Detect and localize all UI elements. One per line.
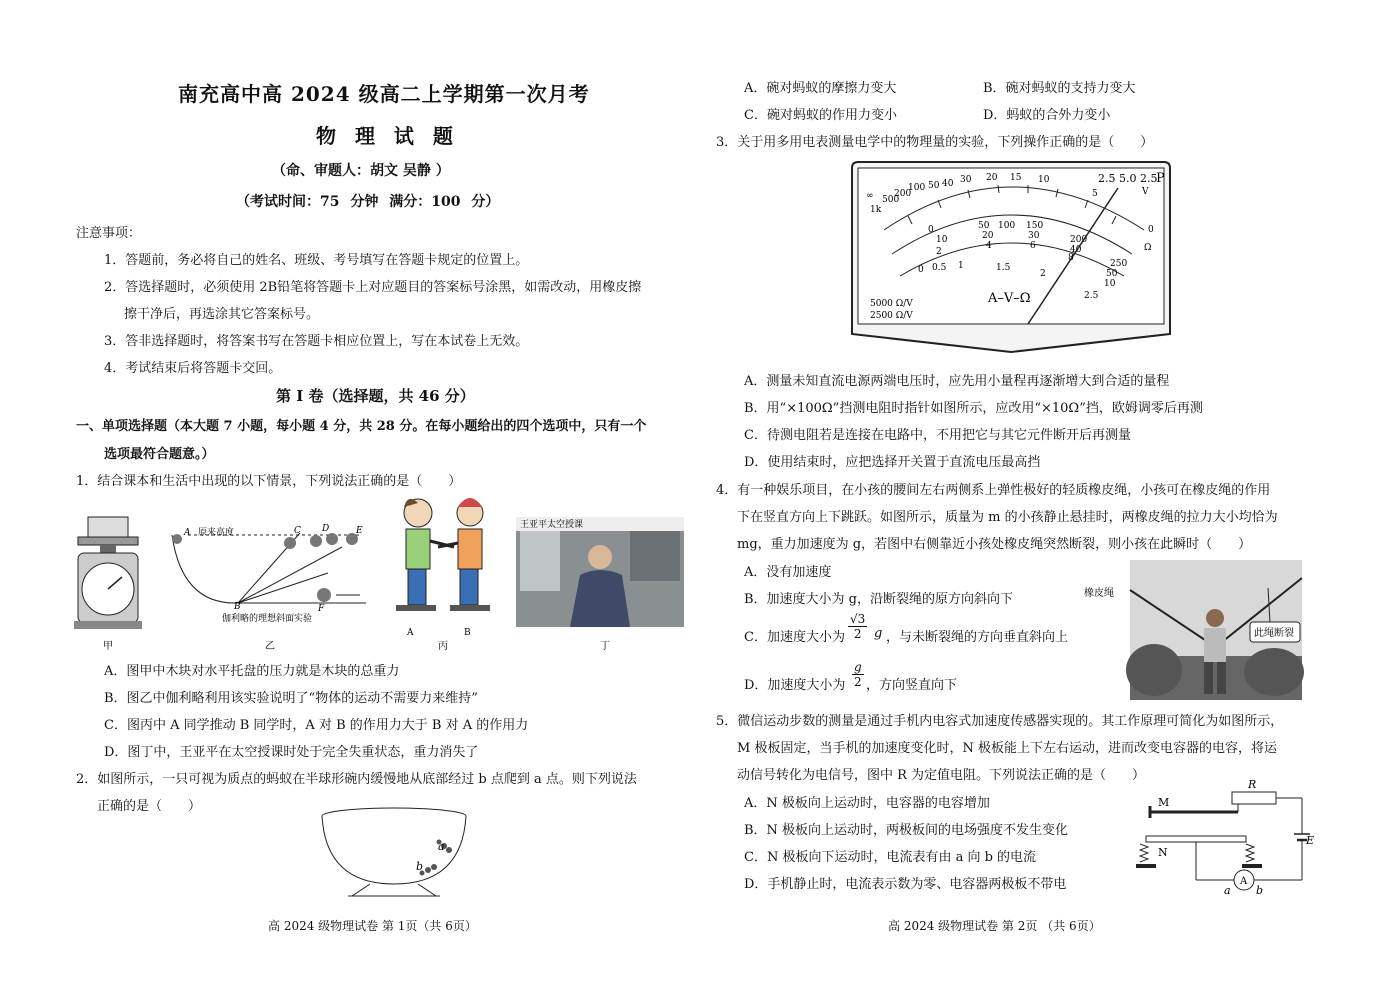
galileo-height: 原来高度 <box>198 528 235 538</box>
v10-30: 30 <box>1028 231 1040 241</box>
q2-option-b: B．碗对蚂蚁的支持力变大 <box>983 81 1136 96</box>
meter-center-label: A–V–Ω <box>988 291 1031 306</box>
note-item: 3．答非选择题时，将答案书写在答题卡相应位置上，写在本试卷上无效。 <box>104 334 529 349</box>
q2-option-d: D．蚂蚁的合外力变小 <box>983 108 1111 123</box>
q4-option-a: A．没有加速度 <box>744 565 832 580</box>
fig-label-jia: 甲 <box>103 641 113 652</box>
ohm-15: 15 <box>1010 173 1022 183</box>
ac-0: 0 <box>918 265 924 275</box>
label-break: 此绳断裂 <box>1254 628 1294 639</box>
dc-100: 100 <box>998 221 1016 231</box>
q5-stem-cont2: 动信号转化为电信号，图中 R 为定值电阻。下列说法正确的是（ ） <box>737 768 1146 783</box>
ac-0.5: 0.5 <box>932 263 947 273</box>
q4-stem-cont: 下在竖直方向上下跳跃。如图所示，质量为 m 的小孩静止悬挂时，两橡皮绳的拉力大小均恰为 <box>737 510 1278 525</box>
ohm-200: 200 <box>894 189 912 199</box>
note-item: 4．考试结束后将答题卡交回。 <box>104 361 282 376</box>
q3-option-c: C．待测电阻若是连接在电路中，不用把它与其它元件断开后再测量 <box>744 428 1131 443</box>
point-c: C <box>294 526 301 536</box>
q3-option-d: D．使用结束时，应把选择开关置于直流电压最高挡 <box>744 455 1041 470</box>
ohm-20: 20 <box>986 173 998 183</box>
space-photo <box>516 517 684 627</box>
ohm-unit: Ω <box>1144 243 1152 253</box>
section-heading: 一、单项选择题（本大题 7 小题，每小题 4 分，共 28 分。在每小题给出的四个选项中，只有一个 <box>76 419 647 434</box>
q4-option-b: B．加速度大小为 g，沿断裂绳的原方向斜向下 <box>744 592 1014 607</box>
exam-title: 南充高中高 2024 级高二上学期第一次月考 <box>178 82 590 106</box>
plate-m: M <box>1158 796 1170 809</box>
fig-label-yi: 乙 <box>265 641 275 652</box>
v2-8: 8 <box>1068 253 1074 263</box>
ohm-inf: ∞ <box>866 191 874 201</box>
note-item: 1．答题前，务必将自己的姓名、班级、考号填写在答题卡规定的位置上。 <box>104 253 529 268</box>
q2-option-a: A．碗对蚂蚁的摩擦力变大 <box>744 81 897 96</box>
q1-option-b: B．图乙中伽利略利用该实验说明了“物体的运动不需要力来维持” <box>104 691 478 706</box>
galileo-caption: 伽利略的理想斜面实验 <box>222 614 313 624</box>
galileo-figure <box>172 533 366 603</box>
exam-info: （考试时间：75 分钟 满分：100 分） <box>236 194 500 210</box>
battery-e: E <box>1306 834 1315 847</box>
plate-n: N <box>1158 846 1168 859</box>
q4-option-d: D．加速度大小为 <box>744 678 846 693</box>
q1-option-d: D．图丁中，王亚平在太空授课时处于完全失重状态，重力消失了 <box>104 745 479 760</box>
ac-2.5: 2.5 <box>1084 291 1099 301</box>
fig-label-ding: 丁 <box>600 641 610 652</box>
v2-10: 10 <box>1104 279 1116 289</box>
q5-option-b: B．N 极板向上运动时，两极板间的电场强度不发生变化 <box>744 823 1069 838</box>
dc-50: 50 <box>978 221 990 231</box>
ohm-500: 500 <box>882 195 900 205</box>
q3-option-a: A．测量未知直流电源两端电压时，应先用小量程再逐渐增大到合适的量程 <box>744 374 1170 389</box>
dc-200: 200 <box>1070 235 1088 245</box>
ac-2: 2 <box>1040 269 1046 279</box>
footer-right: 高 2024 级物理试卷 第 2页 （共 6页） <box>888 919 1101 933</box>
v10-10: 10 <box>936 235 948 245</box>
ac-1.5: 1.5 <box>996 263 1011 273</box>
dc-250: 250 <box>1110 259 1128 269</box>
q2-stem: 2．如图所示，一只可视为质点的蚂蚁在半球形碗内缓慢地从底部经过 b 点爬到 a 点。则下列说法 <box>76 772 637 787</box>
dc-0: 0 <box>928 225 934 235</box>
point-a: a <box>1224 884 1231 897</box>
ohm-50: 50 <box>928 181 940 191</box>
ohm-100: 100 <box>908 183 926 193</box>
q3-option-b: B．用“×100Ω”挡测电阻时指针如图所示，应改用“×10Ω”挡，欧姆调零后再测 <box>744 401 1203 416</box>
v2-4: 4 <box>986 241 992 251</box>
kid-b-label: B <box>464 628 471 638</box>
q4-stem: 4．有一种娱乐项目，在小孩的腰间左右两侧系上弹性极好的轻质橡皮绳，小孩可在橡皮绳的作用 <box>716 483 1271 498</box>
p-label: P <box>1156 171 1165 186</box>
ohm-40: 40 <box>942 179 954 189</box>
sensitivity-2: 2500 Ω/V <box>870 311 913 321</box>
q5-option-c: C．N 极板向下运动时，电流表有由 a 向 b 的电流 <box>744 850 1037 865</box>
fig-label-bing: 丙 <box>438 641 448 652</box>
q3-stem: 3．关于用多用电表测量电学中的物理量的实验，下列操作正确的是（ ） <box>716 135 1154 150</box>
v-unit: V <box>1142 187 1149 197</box>
ohm-5: 5 <box>1092 189 1098 199</box>
label-rope: 橡皮绳 <box>1084 588 1114 599</box>
point-b: b <box>1256 884 1264 897</box>
ammeter-label: A <box>1240 876 1248 887</box>
q2-stem-cont: 正确的是（ ） <box>97 799 202 814</box>
point-a: A <box>184 528 191 538</box>
q2-option-c: C．碗对蚂蚁的作用力变小 <box>744 108 897 123</box>
q4-option-c: C．加速度大小为 <box>744 630 845 645</box>
bowl-figure <box>318 804 474 898</box>
authors-line: （命、审题人：胡文 吴静 ） <box>272 163 450 179</box>
capacitor-circuit <box>1126 776 1316 900</box>
q5-option-a: A．N 极板向上运动时，电容器的电容增加 <box>744 796 990 811</box>
bungee-photo <box>1084 560 1304 702</box>
q1-figures <box>70 495 690 655</box>
ohm-10: 10 <box>1038 175 1050 185</box>
note-item: 擦干净后，再选涂其它答案标号。 <box>124 307 320 322</box>
q5-stem-cont: M 极板固定，当手机的加速度变化时，N 极板能上下左右运动，进而改变电容器的电容，将运 <box>737 741 1277 756</box>
q4-option-d-fraction: g 2 <box>854 660 862 689</box>
notes-heading: 注意事项： <box>76 226 142 241</box>
note-item: 2．答选择题时，必须使用 2B铅笔将答题卡上对应题目的答案标号涂黑，如需改动，用橡皮擦 <box>104 280 642 295</box>
v2-2: 2 <box>936 247 942 257</box>
v10-50: 50 <box>1106 269 1118 279</box>
q4-option-c-rest: ，与未断裂绳的方向垂直斜向上 <box>886 630 1069 645</box>
ac-1: 1 <box>958 261 964 271</box>
q4-stem-cont2: mg，重力加速度为 g，若图中右侧靠近小孩处橡皮绳突然断裂，则小孩在此瞬时（ ） <box>737 537 1252 552</box>
kids-figure <box>396 498 490 611</box>
v10-20: 20 <box>982 231 994 241</box>
resistor-r: R <box>1248 778 1257 791</box>
v2-6: 6 <box>1030 241 1036 251</box>
kid-a-label: A <box>407 628 414 638</box>
v10-40: 40 <box>1070 245 1082 255</box>
scale-figure <box>74 517 142 629</box>
space-caption: 王亚平太空授课 <box>520 520 584 530</box>
section-title: 第 I 卷（选择题，共 46 分） <box>276 387 475 405</box>
point-a-label: a <box>438 840 445 853</box>
point-b: B <box>234 602 241 612</box>
footer-left: 高 2024 级物理试卷 第 1页（共 6页） <box>268 919 477 933</box>
subject-title: 物 理 试 题 <box>316 124 459 148</box>
q4-option-c-fraction: √3 2 <box>850 612 866 641</box>
q4-option-c-g: g <box>874 626 883 641</box>
ohm-0: 0 <box>1148 225 1154 235</box>
q1-option-c: C．图丙中 A 同学推动 B 同学时，A 对 B 的作用力大于 B 对 A 的作用力 <box>104 718 529 733</box>
sensitivity-1: 5000 Ω/V <box>870 299 913 309</box>
q1-option-a: A．图甲中木块对水平托盘的压力就是木块的总重力 <box>104 664 400 679</box>
ohm-30: 30 <box>960 175 972 185</box>
multimeter-figure <box>848 158 1174 356</box>
section-heading-cont: 选项最符合题意。） <box>104 447 215 462</box>
ohm-1k: 1k <box>870 205 882 215</box>
point-f: F <box>318 604 325 614</box>
q5-stem: 5．微信运动步数的测量是通过手机内电容式加速度传感器实现的。其工作原理可简化为如图所示， <box>716 714 1284 729</box>
q1-stem: 1．结合课本和生活中出现的以下情景，下列说法正确的是（ ） <box>76 474 462 489</box>
point-e: E <box>356 526 363 536</box>
q5-option-d: D．手机静止时，电流表示数为零、电容器两极板不带电 <box>744 877 1067 892</box>
top-right-scale: 2.5 5.0 2.5 <box>1098 172 1158 185</box>
point-d: D <box>322 524 330 534</box>
q4-option-d-rest: ，方向竖直向下 <box>866 678 958 693</box>
dc-150: 150 <box>1026 221 1044 231</box>
point-b-label: b <box>416 860 424 873</box>
